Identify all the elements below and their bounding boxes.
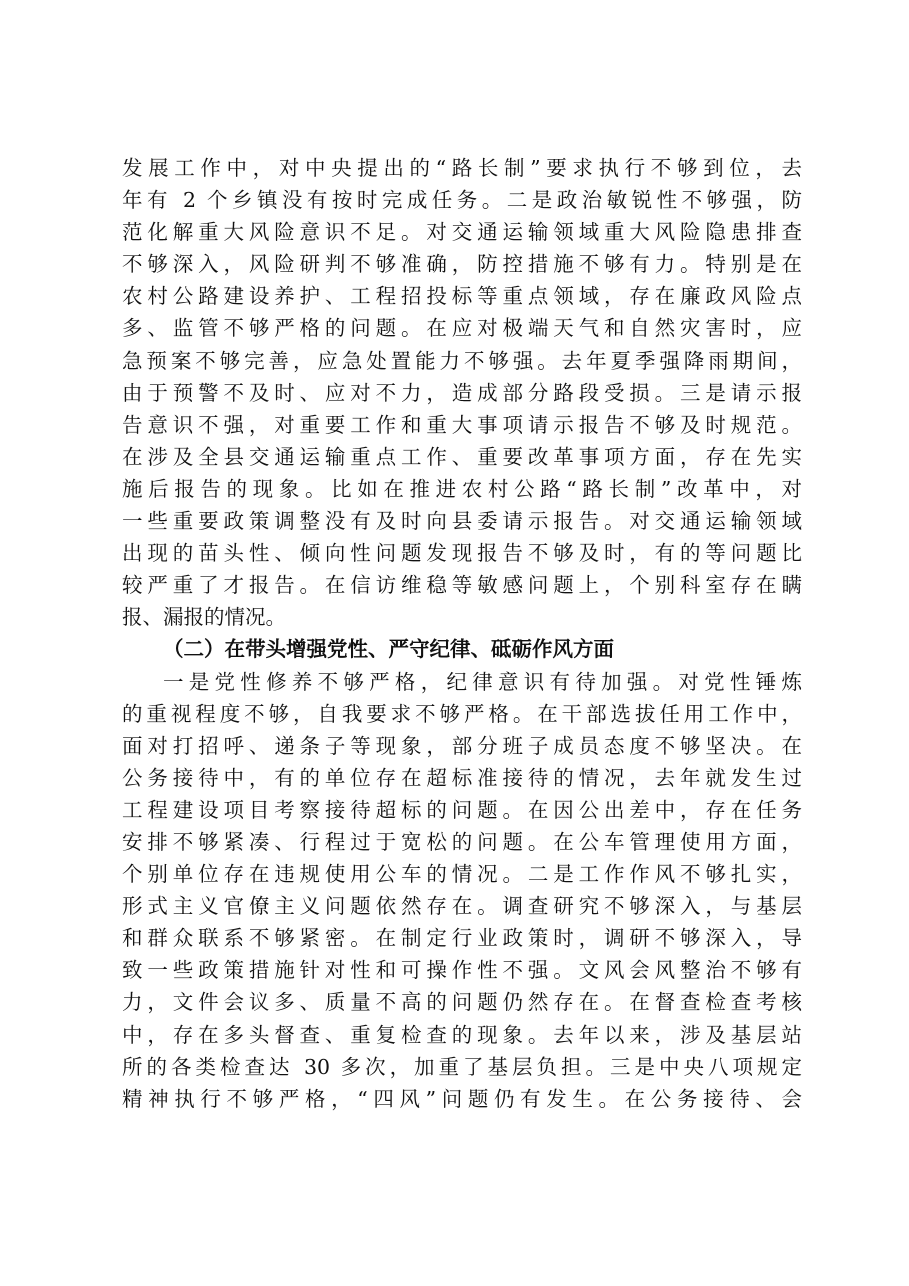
section-heading: （二）在带头增强党性、严守纪律、砥砺作风方面 xyxy=(163,637,614,662)
paragraph-2-line: 面对打招呼、递条子等现象，部分班子成员态度不够坚决。在 xyxy=(122,733,802,758)
paragraph-1-line: 在涉及全县交通运输重点工作、重要改革事项方面，存在先实 xyxy=(122,444,802,469)
paragraph-1-line: 由于预警不及时、应对不力，造成部分路段受损。三是请示报 xyxy=(122,380,802,405)
paragraph-1-line: 多、监管不够严格的问题。在应对极端天气和自然灾害时，应 xyxy=(122,316,802,341)
paragraph-2-line: 中，存在多头督查、重复检查的现象。去年以来，涉及基层站 xyxy=(122,1022,802,1047)
paragraph-2-line: 力，文件会议多、质量不高的问题仍然存在。在督查检查考核 xyxy=(122,990,802,1015)
paragraph-1-line: 农村公路建设养护、工程招投标等重点领域，存在廉政风险点 xyxy=(122,284,802,309)
paragraph-1-line: 出现的苗头性、倾向性问题发现报告不够及时，有的等问题比 xyxy=(122,541,802,566)
paragraph-1-line: 施后报告的现象。比如在推进农村公路“路长制”改革中，对 xyxy=(122,476,802,501)
paragraph-2-line: 形式主义官僚主义问题依然存在。调查研究不够深入，与基层 xyxy=(122,894,802,919)
paragraph-2-line: 精神执行不够严格，“四风”问题仍有发生。在公务接待、会 xyxy=(122,1086,802,1111)
paragraph-2-line: 所的各类检查达 30 多次，加重了基层负担。三是中央八项规定 xyxy=(122,1054,802,1079)
paragraph-2-line: 致一些政策措施针对性和可操作性不强。文风会风整治不够有 xyxy=(122,958,802,983)
paragraph-2-line: 的重视程度不够，自我要求不够严格。在干部选拔任用工作中， xyxy=(122,701,802,726)
paragraph-1-line: 急预案不够完善，应急处置能力不够强。去年夏季强降雨期间， xyxy=(122,348,802,373)
paragraph-1-line: 不够深入，风险研判不够准确，防控措施不够有力。特别是在 xyxy=(122,252,802,277)
paragraph-2-line: 个别单位存在违规使用公车的情况。二是工作作风不够扎实， xyxy=(122,862,802,887)
document-body xyxy=(122,152,802,1115)
paragraph-2-line: 工程建设项目考察接待超标的问题。在因公出差中，存在任务 xyxy=(122,797,802,822)
paragraph-1-line: 报、漏报的情况。 xyxy=(122,605,286,630)
paragraph-1-line: 年有 2 个乡镇没有按时完成任务。二是政治敏锐性不够强，防 xyxy=(122,188,802,213)
paragraph-1-line: 一些重要政策调整没有及时向县委请示报告。对交通运输领域 xyxy=(122,509,802,534)
paragraph-2-line: 安排不够紧凑、行程过于宽松的问题。在公车管理使用方面， xyxy=(122,829,802,854)
paragraph-1-line: 范化解重大风险意识不足。对交通运输领域重大风险隐患排查 xyxy=(122,220,802,245)
paragraph-2-line: 公务接待中，有的单位存在超标准接待的情况，去年就发生过 xyxy=(122,765,802,790)
paragraph-2-line: 和群众联系不够紧密。在制定行业政策时，调研不够深入，导 xyxy=(122,926,802,951)
paragraph-2-line: 一是党性修养不够严格，纪律意识有待加强。对党性锤炼 xyxy=(163,669,802,694)
paragraph-1-line: 告意识不强，对重要工作和重大事项请示报告不够及时规范。 xyxy=(122,412,802,437)
paragraph-1-line: 较严重了才报告。在信访维稳等敏感问题上，个别科室存在瞒 xyxy=(122,573,802,598)
paragraph-1-line: 发展工作中，对中央提出的“路长制”要求执行不够到位，去 xyxy=(122,156,802,180)
